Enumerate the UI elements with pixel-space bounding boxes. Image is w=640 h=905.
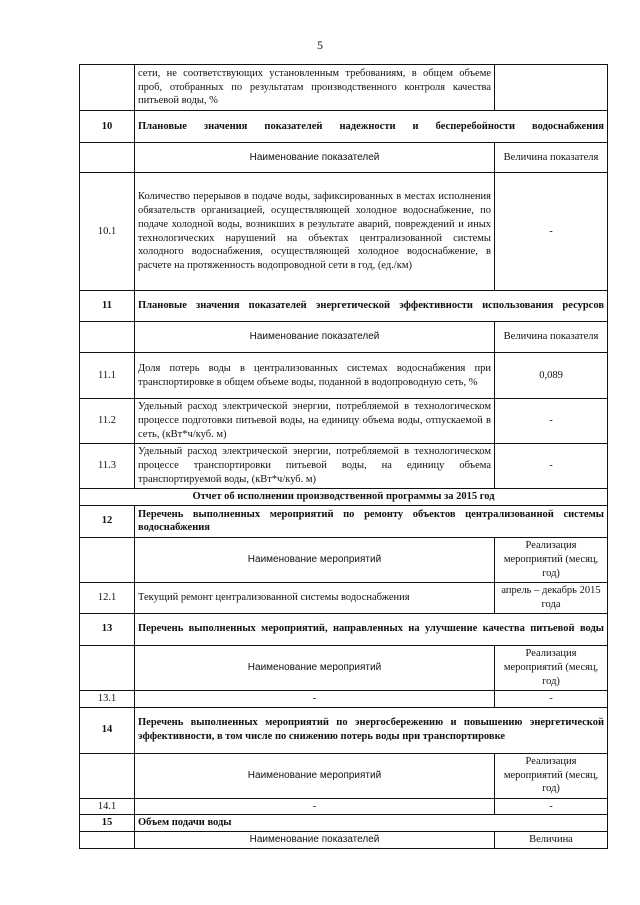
row-number: 10.1 — [80, 173, 135, 291]
activity-description: - — [135, 690, 495, 707]
name-column-header: Наименование показателей — [135, 832, 495, 849]
section-number: 10 — [80, 111, 135, 143]
column-header-row — [80, 537, 608, 582]
row-number: 13.1 — [80, 690, 135, 707]
indicator-value: - — [495, 399, 608, 444]
column-header-row — [80, 645, 608, 690]
section-row — [80, 505, 608, 537]
name-column-header: Наименование показателей — [135, 143, 495, 173]
page-number: 5 — [317, 38, 323, 52]
activity-period: апрель – декабрь 2015 года — [495, 582, 608, 613]
indicator-value: - — [495, 444, 608, 489]
row-number — [80, 753, 135, 798]
table-row — [80, 173, 608, 291]
table-row — [80, 690, 608, 707]
table-row — [80, 582, 608, 613]
table-row — [80, 65, 608, 111]
report-title-row — [80, 489, 608, 506]
row-number: 12.1 — [80, 582, 135, 613]
section-number: 13 — [80, 613, 135, 645]
indicator-description: Доля потерь воды в централизованных системах водоснабжения при транспортировке в общем объеме воды, поданной в водопроводную сеть, % — [135, 353, 495, 399]
section-row — [80, 707, 608, 753]
row-number: 11.2 — [80, 399, 135, 444]
row-number — [80, 322, 135, 353]
report-title: Отчет об исполнении производственной программы за 2015 год — [80, 489, 608, 506]
value-column-header: Реализация мероприятий (месяц, год) — [495, 645, 608, 690]
indicator-value: 0,089 — [495, 353, 608, 399]
table-row — [80, 798, 608, 815]
column-header-row — [80, 322, 608, 353]
indicator-description: сети, не соответствующих установленным требованиям, в общем объеме проб, отобранных по результатам производственного контроля качества питьевой воды, % — [135, 65, 495, 111]
section-number: 11 — [80, 291, 135, 322]
production-program-table — [79, 64, 608, 849]
name-column-header: Наименование мероприятий — [135, 537, 495, 582]
activity-period: - — [495, 798, 608, 815]
row-number — [80, 65, 135, 111]
value-column-header: Реализация мероприятий (месяц, год) — [495, 753, 608, 798]
row-number — [80, 832, 135, 849]
section-title: Перечень выполненных мероприятий по энергосбережению и повышению энергетической эффективности, в том числе по снижению потерь воды при транспортировке — [135, 707, 608, 753]
section-row — [80, 613, 608, 645]
row-number: 11.3 — [80, 444, 135, 489]
indicator-description: Удельный расход электрической энергии, потребляемой в технологическом процессе транспортировки питьевой воды, на единицу объема транспортируемой воды, (кВт*ч/куб. м) — [135, 444, 495, 489]
activity-description: Текущий ремонт централизованной системы водоснабжения — [135, 582, 495, 613]
indicator-value — [495, 65, 608, 111]
section-number: 15 — [80, 815, 135, 832]
section-row — [80, 815, 608, 832]
section-title: Перечень выполненных мероприятий по ремонту объектов централизованной системы водоснабжения — [135, 505, 608, 537]
section-title: Перечень выполненных мероприятий, направленных на улучшение качества питьевой воды — [135, 613, 608, 645]
name-column-header: Наименование показателей — [135, 322, 495, 353]
table-row — [80, 444, 608, 489]
name-column-header: Наименование мероприятий — [135, 645, 495, 690]
row-number — [80, 143, 135, 173]
section-title: Плановые значения показателей надежности и бесперебойности водоснабжения — [135, 111, 608, 143]
value-column-header: Реализация мероприятий (месяц, год) — [495, 537, 608, 582]
column-header-row — [80, 143, 608, 173]
name-column-header: Наименование мероприятий — [135, 753, 495, 798]
value-column-header: Величина показателя — [495, 143, 608, 173]
value-column-header: Величина показателя — [495, 322, 608, 353]
table-row — [80, 399, 608, 444]
section-row — [80, 111, 608, 143]
row-number: 11.1 — [80, 353, 135, 399]
activity-period: - — [495, 690, 608, 707]
section-title: Объем подачи воды — [135, 815, 608, 832]
column-header-row — [80, 832, 608, 849]
value-column-header: Величина — [495, 832, 608, 849]
section-row — [80, 291, 608, 322]
table-row — [80, 353, 608, 399]
indicator-description: Количество перерывов в подаче воды, зафиксированных в местах исполнения обязательств организацией, осуществляющей холодное водоснабжение, по подаче холодной воды, возникших в результате аварий, повреждений и иных технологических нарушений на объектах централизованной системы холодного водоснабжения, осуществляющей холодное водоснабжение, в расчете на протяженность водопроводной сети в год, (ед./км) — [135, 173, 495, 291]
section-number: 12 — [80, 505, 135, 537]
column-header-row — [80, 753, 608, 798]
section-title: Плановые значения показателей энергетической эффективности использования ресурсов — [135, 291, 608, 322]
row-number — [80, 645, 135, 690]
section-number: 14 — [80, 707, 135, 753]
indicator-value: - — [495, 173, 608, 291]
indicator-description: Удельный расход электрической энергии, потребляемой в технологическом процессе подготовки питьевой воды, на единицу объема воды, отпускаемой в сеть, (кВт*ч/куб. м) — [135, 399, 495, 444]
row-number — [80, 537, 135, 582]
activity-description: - — [135, 798, 495, 815]
row-number: 14.1 — [80, 798, 135, 815]
